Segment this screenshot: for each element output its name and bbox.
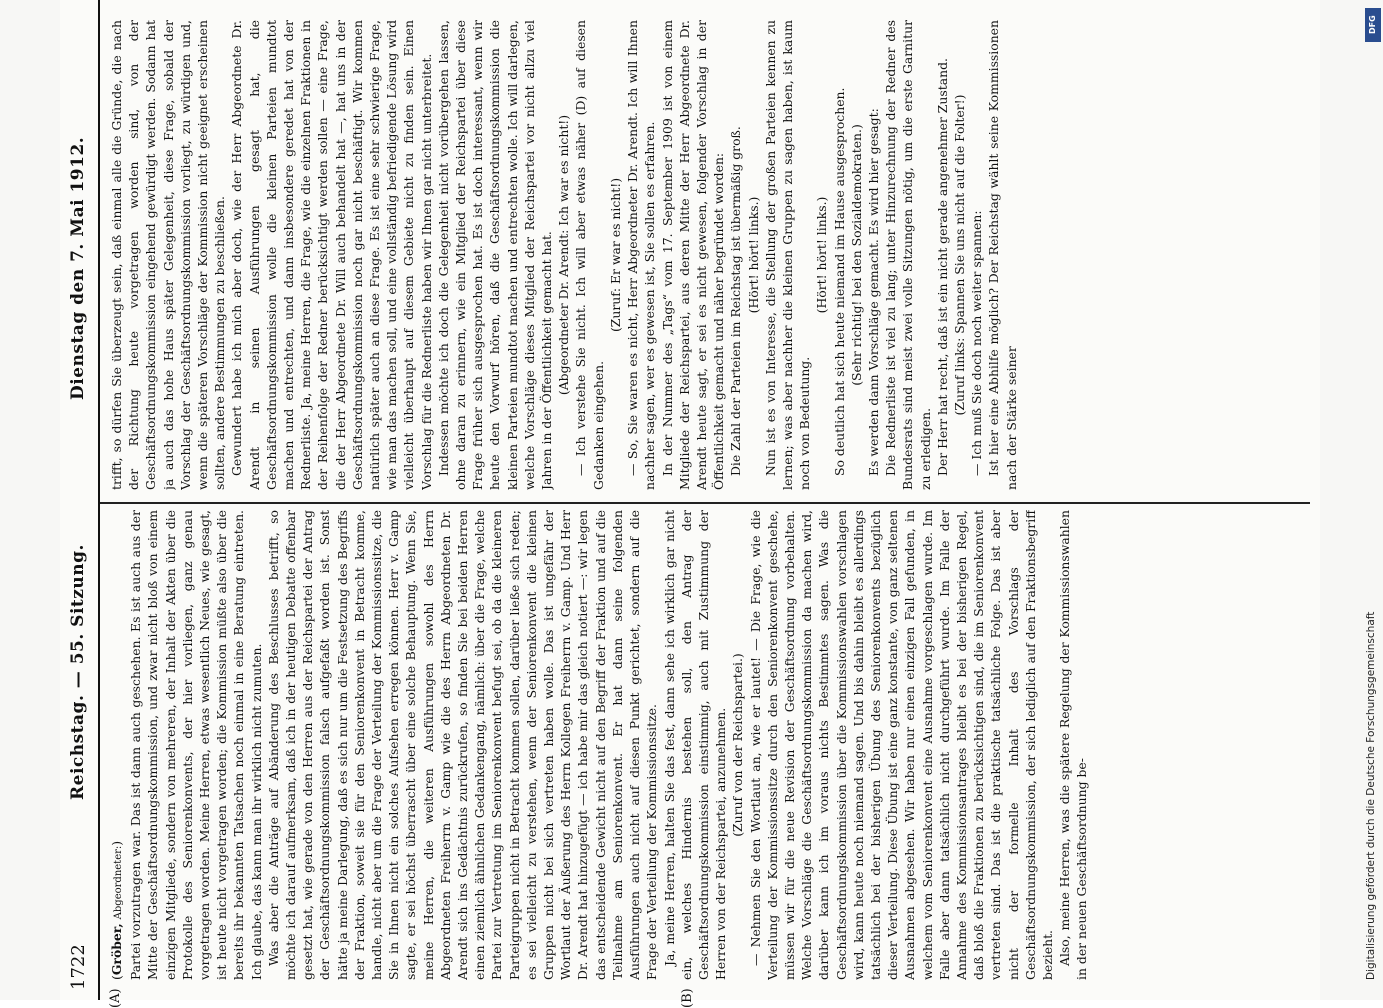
quote: Die Rednerliste ist viel zu lang; unter Hinzurechnung der Redner des Bundesrats sind meist zwei volle Sitzungen nötig, um die erste Garnitur zu erledigen.: [883, 20, 933, 490]
right-text-column: [108, 20, 1308, 490]
digitization-credit: Digitalisierung gefördert durch die Deutsche Forschungsgemeinschaft: [1365, 611, 1377, 980]
right-paragraph-9: Der Herr hat recht, daß ist ein nicht gerade angenehmer Zustand.: [934, 58, 950, 476]
right-paragraph-10: — Ich muß Sie doch noch weiter spannen:: [969, 210, 985, 476]
interjection: (Zuruf links: Spannen Sie uns nicht auf die Folter!): [951, 94, 967, 416]
interjection: (Zuruf: Er war es nicht!): [607, 177, 623, 333]
interjection: (Abgeordneter Dr. Arendt: Ich war es nicht!): [556, 114, 572, 396]
left-paragraph-4: — Nehmen Sie den Wortlaut an, wie er lautet! — Die Frage, wie die Verteilung der Kommissionssitze durch den Seniorenkonvent geschehe, müssen wir für die neue Revision der Geschäftsordnung vorbehalten. Welche Vorschläge die Geschäftsordnungskommission da machen wird, darüber kann ich im voraus nichts Bestimmtes sagen. Was die Geschäftsordnungskommission über die Kommissionswahlen vorschlagen wird, kann heute noch niemand sagen. Und bis dahin bleibt es allerdings tatsächlich bei der bisherigen Übung des Seniorenkonvents bezüglich dieser Verteilung. Diese Übung ist eine ganz konstante, von ganz seltenen Ausnahmen abgesehen. Wir haben nur einen einzigen Fall gefunden, in welchem vom Seniorenkonvent eine Ausnahme vorgeschlagen wurde. Im Falle aber dann tatsächlich nicht durchgeführt wurde. Im Falle der Annahme des Kommissionsantrages bleibt es bei der bisherigen Regel, daß bloß die Fraktionen zu berücksichtigen sind, die im Seniorenkonvent vertreten sind. Das ist die praktische tatsächliche Folge. Das ist aber nicht der formelle Inhalt des Vorschlags der Geschäftsordnungskommission, der sich lediglich auf den Fraktionsbegriff bezieht.: [747, 510, 1055, 980]
right-paragraph-5: — So, Sie waren es nicht, Herr Abgeordneter Dr. Arendt. Ich will Ihnen nachher sagen, wer es gewesen ist, Sie sollen es erfahren.: [625, 20, 658, 490]
interjection: (Hört! hört! links.): [814, 196, 830, 314]
right-paragraph-7: So deutlich hat sich heute niemand im Hause ausgesprochen.: [831, 87, 847, 476]
printed-page: [60, 0, 1320, 1008]
page-header: [60, 0, 100, 1000]
right-paragraph-8: Es werden dann Vorschläge gemacht. Es wird hier gesagt:: [865, 108, 881, 476]
header-session-title: Reichstag. — 55. Sitzung.: [68, 544, 88, 800]
interjection: (Zuruf von der Reichspartei.): [730, 653, 746, 837]
quote: Ist hier eine Abhilfe möglich? Der Reichstag wählt seine Kommissionen nach der Stärke seiner: [986, 20, 1019, 490]
quote: Nun ist es von Interesse, die Stellung der großen Parteien kennen zu lernen; was aber nachher die kleinen Gruppen zu sagen haben, ist kaum noch von Bedeutung.: [762, 20, 813, 490]
column-divider: [100, 503, 1310, 505]
left-text-column: [108, 510, 1308, 980]
right-paragraph-3: Indessen möchte ich doch die Gelegenheit nicht vorübergehen lassen, ohne daran zu erinnern, wie ein Mitglied der Reichspartei über diese Frage früher sich ausgesprochen hat. Es ist doch interessant, wenn wir heute den Vorwurf hören, daß die Geschäftsordnungskommission die kleinen Parteien mundtot machen und entrechten wolle. Ich will darlegen, welche Vorschläge dieses Mitglied der Reichspartei vor nicht allzu viel Jahren in der Öffentlichkeit gemacht hat.: [435, 20, 555, 490]
left-paragraph-3: Ja, meine Herren, halten Sie das fest, dann sehe ich wirklich gar nicht ein, welches Hindernis bestehen soll, den Antrag der Geschäftsordnungskommission einstimmig, auch mit Zustimmung der Herren von der Reichspartei, anzunehmen.: [661, 510, 729, 980]
left-paragraph-2: Was aber die Anträge auf Abänderung des Beschlusses betrifft, so möchte ich darauf aufmerksam, daß ich in der heutigen Debatte offenbar gesetzt hat, wie gerade von den Herren aus der Reichspartei der Antrag der Geschäftsordnungskommission falsch aufgefaßt worden ist. Sonst hätte ja meine Darlegung, daß es sich nur um die Festsetzung des Begriffs der Fraktion, soweit sie für den Seniorenkonvent in Betracht komme, handle, nicht aber um die Frage der Verteilung der Kommissionssitze, die Sie in Ihnen nicht ein solches Aufsehen erregen können. Herr v. Gamp sagte, er sei höchst überrascht über eine solche Behauptung. Wenn Sie, meine Herren, die weiteren Ausführungen sowohl des Herrn Abgeordneten Freiherrn v. Gamp wie die des Herrn Abgeordneten Dr. Arendt sich ins Gedächtnis zurückrufen, so finden Sie bei beiden Herren einen ziemlich ähnlichen Gedankengang, nämlich: über die Frage, welche Partei zur Vertretung im Seniorenkonvent befugt sei, ob da die kleineren Parteigruppen nicht in Betracht kommen sollen, darüber ließe sich reden; es sei vielleicht zu verstehen, wenn der Seniorenkonvent die kleinen Gruppen nicht bei sich vertreten haben wolle. Das ist ungefähr der Wortlaut der Äußerung des Herrn Kollegen Freiherrn v. Gamp. Und Herr Dr. Arendt hat hinzugefügt — ich habe mir das gleich notiert —: wir legen das entscheidende Gewicht nicht auf den Begriff der Fraktion und auf die Teilnahme am Seniorenkonvent. Er hat dann seine folgenden Ausführungen auch nicht auf diesen Punkt gerichtet, sondern auf die Frage der Verteilung der Kommissionssitze.: [265, 510, 660, 980]
left-paragraph-1: Partei vorzutragen war. Das ist dann auch geschehen. Es ist auch aus der Mitte der Geschäftsordnungskommission, und zwar nicht bloß von einem einzigen Mitgliede, sondern von mehreren, der Inhalt der Akten über die Protokolle des Seniorenkonvents, der hier vorliegen, ganz genau vorgetragen worden. Meine Herren, etwas wesentlich Neues, wie gesagt, ist heute nicht vorgetragen worden; die Kommission müßte also über die bereits ihr bekannten Tatsachen noch einmal in eine Beratung eintreten. Ich glaube, das kann man ihr wirklich nicht zumuten.: [128, 510, 264, 980]
header-date-title: Dienstag den 7. Mai 1912.: [68, 136, 88, 400]
interjection: (Sehr richtig! bei den Sozialdemokraten.): [848, 124, 864, 386]
speaker-name: Gröber,: [109, 923, 124, 976]
right-paragraph-4: — Ich verstehe Sie nicht. Ich will aber etwas näher (D) auf diesen Gedanken eingehen.: [573, 20, 606, 490]
margin-mark-a: (A): [108, 988, 123, 1008]
speaker-line: (Gröber, Abgeordneter:): [109, 840, 124, 980]
header-rule: [98, 0, 100, 1000]
dfg-logo: DFG: [1365, 8, 1381, 42]
right-paragraph-6: In der Nummer des „Tags“ vom 17. September 1909 ist von einem Mitgliede der Reichspartei, aus deren Mitte der Herr Abgeordnete Dr. Arendt heute sagt, er sei es nicht gewesen, folgender Vorschlag in der Öffentlichkeit gemacht und näher begründet worden:: [659, 20, 727, 490]
quote: Die Zahl der Parteien im Reichstag ist übermäßig groß.: [728, 126, 744, 476]
page-number: 1722: [68, 944, 89, 990]
interjection: (Hört! hört! links.): [745, 196, 761, 314]
speaker-role: Abgeordneter:: [113, 845, 124, 920]
left-paragraph-5: Also, meine Herren, was die spätere Regelung der Kommissionswahlen in der neuen Geschäftsordnung be-: [1057, 510, 1090, 980]
right-paragraph-1: trifft, so dürfen Sie überzeugt sein, daß einmal alle die Gründe, die nach der Richtung heute vorgetragen worden sind, von der Geschäftsordnungskommission eingehend gewürdigt werden. Sodann hat ja auch das hohe Haus später Gelegenheit, diese Frage, sobald der Vorschlag der Geschäftsordnungskommission vorliegt, zu würdigen und, wenn die späteren Vorschläge der Kommission nicht geeignet erscheinen sollten, andere Bestimmungen zu beschließen.: [109, 20, 228, 490]
right-paragraph-2: Gewundert habe ich mich aber doch, wie der Herr Abgeordnete Dr. Arendt in seinen Ausführungen gesagt hat, die Geschäftsordnungskommission wolle die kleinen Parteien mundtot machen und entrechten, und dann insbesondere geredet hat von der Rednerliste. Ja, meine Herren, die Frage, wie die einzelnen Fraktionen in der Reihenfolge der Redner berücksichtigt werden sollen — eine Frage, die der Herr Abgeordnete Dr. Will auch behandelt hat —, hat uns in der Geschäftsordnungskommission noch gar nicht beschäftigt. Wir kommen natürlich später auch an diese Frage. Es ist eine sehr schwierige Frage, wie man das machen soll, und eine vollständig befriedigende Lösung wird vielleicht überhaupt auf diesem Gebiete nicht zu finden sein. Einen Vorschlag für die Rednerliste haben wir Ihnen gar nicht unterbreitet.: [229, 20, 434, 490]
margin-mark-b: (B): [680, 988, 695, 1008]
